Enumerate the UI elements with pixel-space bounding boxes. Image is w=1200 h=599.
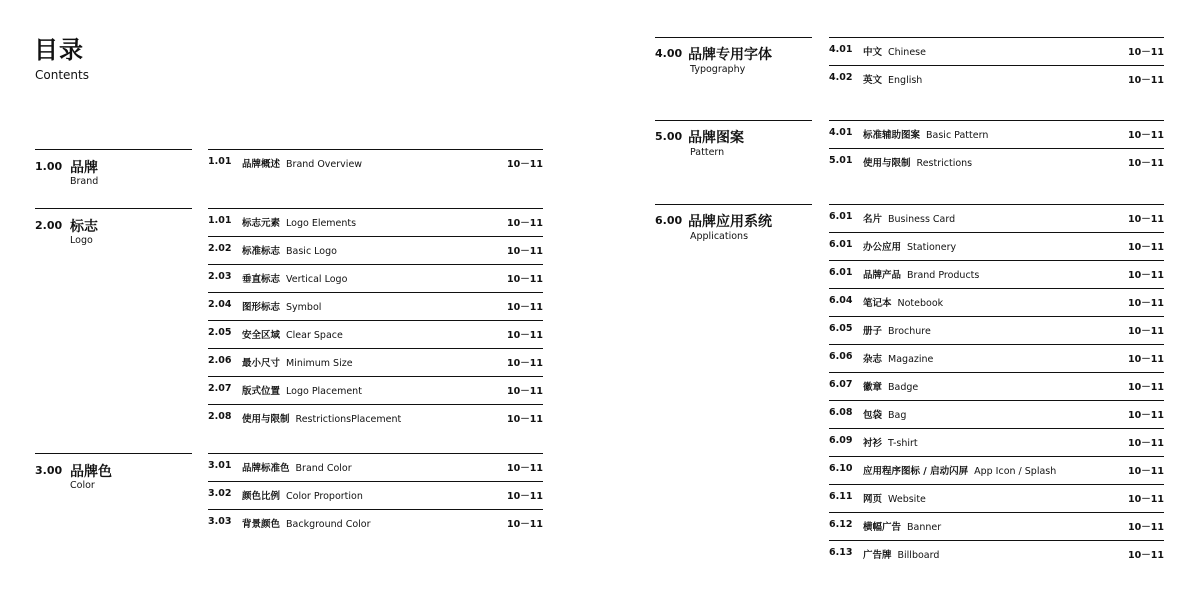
toc-entry (829, 484, 1164, 512)
toc-entry (829, 204, 1164, 232)
entry-label (863, 239, 956, 253)
entry-title-zh: 名片 (863, 214, 883, 225)
entry-title-en: English (888, 75, 923, 86)
section-rule (35, 149, 192, 150)
entry-title-en: Background Color (286, 519, 371, 530)
entry-list (829, 204, 1164, 568)
entry-title-en: App Icon / Splash (974, 466, 1057, 477)
entry-page-range: 10－11 (1128, 242, 1164, 253)
entry-number: 2.07 (208, 383, 232, 394)
toc-entry (829, 288, 1164, 316)
entry-number: 6.09 (829, 435, 853, 446)
entry-number: 6.04 (829, 295, 853, 306)
toc-entry (208, 376, 543, 404)
section-title: 品牌色 (70, 464, 112, 480)
entry-page-range: 10－11 (507, 218, 543, 229)
section-subtitle: Applications (690, 231, 749, 242)
entry-title-zh: 衬衫 (863, 438, 883, 449)
entry-number: 2.03 (208, 271, 232, 282)
entry-title-zh: 办公应用 (863, 242, 902, 253)
toc-entry (208, 149, 543, 177)
entry-title-en: Stationery (907, 242, 957, 253)
entry-label (863, 547, 939, 561)
entry-title-zh: 英文 (863, 75, 883, 86)
entry-label (242, 156, 362, 170)
entry-number: 6.01 (829, 239, 853, 250)
entry-number: 6.11 (829, 491, 853, 502)
toc-entry (829, 400, 1164, 428)
toc-entry (829, 148, 1164, 176)
entry-title-zh: 标志元素 (242, 218, 281, 229)
entry-label (242, 299, 321, 313)
entry-title-en: Brand Color (295, 463, 352, 474)
entry-label (242, 355, 353, 369)
entry-number: 3.01 (208, 460, 232, 471)
entry-title-zh: 笔记本 (863, 298, 892, 309)
toc-entry (829, 540, 1164, 568)
entry-title-zh: 安全区域 (242, 330, 281, 341)
entry-number: 3.03 (208, 516, 232, 527)
entry-page-range: 10－11 (1128, 550, 1164, 561)
entry-title-en: Minimum Size (286, 358, 353, 369)
entry-title-en: Brochure (888, 326, 931, 337)
section-subtitle: Typography (690, 64, 746, 75)
entry-number: 6.07 (829, 379, 853, 390)
toc-entry (829, 428, 1164, 456)
entry-label (863, 323, 931, 337)
entry-label (242, 327, 343, 341)
entry-page-range: 10－11 (1128, 158, 1164, 169)
entry-page-range: 10－11 (507, 491, 543, 502)
toc-entry (829, 37, 1164, 65)
entry-title-zh: 横幅广告 (863, 522, 902, 533)
toc-entry (829, 372, 1164, 400)
entry-title-en: Chinese (888, 47, 926, 58)
entry-page-range: 10－11 (1128, 354, 1164, 365)
toc-entry (829, 456, 1164, 484)
entry-title-zh: 杂志 (863, 354, 883, 365)
entry-title-en: Symbol (286, 302, 322, 313)
entry-page-range: 10－11 (507, 414, 543, 425)
entry-number: 6.13 (829, 547, 853, 558)
page-subtitle: Contents (35, 68, 89, 82)
entry-page-range: 10－11 (1128, 270, 1164, 281)
entry-title-en: Basic Pattern (926, 130, 989, 141)
toc-entry (208, 481, 543, 509)
entry-number: 2.05 (208, 327, 232, 338)
entry-label (242, 516, 371, 530)
entry-title-en: Bag (888, 410, 907, 421)
entry-label (242, 383, 362, 397)
section-number: 3.00 (35, 464, 63, 477)
entry-title-zh: 版式位置 (242, 386, 281, 397)
toc-entry (208, 264, 543, 292)
entry-title-en: Color Proportion (286, 491, 363, 502)
section-title: 品牌 (70, 160, 98, 176)
entry-list (829, 37, 1164, 93)
toc-entry (208, 320, 543, 348)
entry-title-en: Brand Overview (286, 159, 363, 170)
entry-label (863, 379, 918, 393)
entry-page-range: 10－11 (507, 463, 543, 474)
entry-title-zh: 垂直标志 (242, 274, 281, 285)
section-number: 5.00 (655, 130, 683, 143)
entry-label (863, 491, 926, 505)
toc-entry (208, 348, 543, 376)
toc-entry (208, 236, 543, 264)
entry-label (863, 463, 1056, 477)
entry-number: 4.01 (829, 44, 853, 55)
entry-page-range: 10－11 (1128, 75, 1164, 86)
entry-number: 3.02 (208, 488, 232, 499)
entry-list (208, 208, 543, 432)
toc-entry (208, 404, 543, 432)
entry-label (863, 155, 972, 169)
entry-title-zh: 应用程序图标 / 启动闪屏 (863, 466, 969, 477)
entry-number: 6.12 (829, 519, 853, 530)
entry-page-range: 10－11 (1128, 438, 1164, 449)
entry-title-en: Clear Space (286, 330, 343, 341)
toc-entry (829, 260, 1164, 288)
entry-number: 6.01 (829, 267, 853, 278)
toc-entry (208, 208, 543, 236)
entry-page-range: 10－11 (507, 358, 543, 369)
entry-title-zh: 品牌概述 (242, 159, 281, 170)
section-subtitle: Brand (70, 176, 99, 187)
entry-title-en: Logo Elements (286, 218, 357, 229)
entry-page-range: 10－11 (507, 519, 543, 530)
entry-label (242, 243, 337, 257)
section-rule (35, 208, 192, 209)
entry-list (208, 453, 543, 537)
entry-label (242, 460, 352, 474)
entry-title-en: T-shirt (888, 438, 918, 449)
entry-title-zh: 颜色比例 (242, 491, 281, 502)
entry-page-range: 10－11 (507, 274, 543, 285)
toc-entry (208, 453, 543, 481)
entry-title-zh: 品牌产品 (863, 270, 902, 281)
section-subtitle: Pattern (690, 147, 725, 158)
entry-page-range: 10－11 (1128, 494, 1164, 505)
entry-number: 2.02 (208, 243, 232, 254)
entry-number: 6.05 (829, 323, 853, 334)
entry-number: 1.01 (208, 156, 232, 167)
toc-entry (829, 65, 1164, 93)
entry-page-range: 10－11 (507, 302, 543, 313)
entry-page-range: 10－11 (1128, 326, 1164, 337)
entry-label (863, 211, 955, 225)
entry-page-range: 10－11 (507, 330, 543, 341)
entry-label (863, 435, 918, 449)
entry-list (208, 149, 543, 177)
entry-number: 4.02 (829, 72, 853, 83)
entry-title-zh: 标准标志 (242, 246, 281, 257)
entry-label (242, 271, 347, 285)
page-title: 目录 (34, 36, 84, 64)
toc-entry (829, 512, 1164, 540)
entry-label (863, 519, 941, 533)
entry-title-zh: 使用与限制 (242, 414, 290, 425)
entry-label (863, 72, 922, 86)
entry-title-zh: 中文 (863, 47, 883, 58)
entry-title-zh: 图形标志 (242, 302, 281, 313)
section-title: 品牌专用字体 (688, 47, 772, 63)
entry-title-en: Banner (907, 522, 942, 533)
entry-title-en: Notebook (897, 298, 944, 309)
entry-page-range: 10－11 (1128, 47, 1164, 58)
entry-number: 6.06 (829, 351, 853, 362)
entry-number: 4.01 (829, 127, 853, 138)
entry-label (863, 295, 943, 309)
entry-number: 2.06 (208, 355, 232, 366)
entry-label (863, 44, 926, 58)
entry-number: 5.01 (829, 155, 853, 166)
entry-page-range: 10－11 (1128, 382, 1164, 393)
section-title: 标志 (70, 219, 98, 235)
entry-label (242, 215, 356, 229)
entry-page-range: 10－11 (1128, 298, 1164, 309)
entry-title-zh: 最小尺寸 (242, 358, 281, 369)
section-rule (655, 37, 812, 38)
entry-page-range: 10－11 (1128, 214, 1164, 225)
entry-title-en: Vertical Logo (286, 274, 348, 285)
section-rule (655, 204, 812, 205)
entry-title-zh: 徽章 (863, 382, 883, 393)
entry-label (242, 488, 363, 502)
entry-title-zh: 背景颜色 (242, 519, 281, 530)
entry-label (863, 351, 933, 365)
entry-title-zh: 使用与限制 (863, 158, 911, 169)
entry-page-range: 10－11 (507, 159, 543, 170)
section-number: 1.00 (35, 160, 63, 173)
entry-page-range: 10－11 (1128, 410, 1164, 421)
toc-entry (829, 316, 1164, 344)
section-number: 2.00 (35, 219, 63, 232)
entry-title-en: Logo Placement (286, 386, 362, 397)
entry-title-en: Brand Products (907, 270, 980, 281)
toc-entry (829, 120, 1164, 148)
entry-title-zh: 网页 (863, 494, 883, 505)
entry-title-en: Website (888, 494, 926, 505)
entry-page-range: 10－11 (1128, 522, 1164, 533)
entry-page-range: 10－11 (507, 246, 543, 257)
entry-title-en: Basic Logo (286, 246, 337, 257)
section-number: 6.00 (655, 214, 683, 227)
entry-label (863, 407, 906, 421)
section-title: 品牌应用系统 (688, 214, 772, 230)
entry-title-zh: 包袋 (863, 410, 883, 421)
toc-entry (829, 344, 1164, 372)
entry-title-zh: 广告牌 (863, 550, 892, 561)
toc-entry (208, 292, 543, 320)
section-rule (35, 453, 192, 454)
section-rule (655, 120, 812, 121)
section-subtitle: Color (70, 480, 95, 491)
entry-title-en: Magazine (888, 354, 934, 365)
section-subtitle: Logo (70, 235, 93, 246)
entry-title-en: Restrictions (916, 158, 973, 169)
entry-title-zh: 册子 (863, 326, 883, 337)
entry-list (829, 120, 1164, 176)
entry-number: 1.01 (208, 215, 232, 226)
section-number: 4.00 (655, 47, 683, 60)
entry-title-en: Business Card (888, 214, 956, 225)
entry-page-range: 10－11 (1128, 466, 1164, 477)
entry-title-en: RestrictionsPlacement (295, 414, 402, 425)
entry-label (863, 267, 979, 281)
toc-entry (208, 509, 543, 537)
entry-number: 6.01 (829, 211, 853, 222)
entry-label (242, 411, 401, 425)
entry-label (863, 127, 988, 141)
entry-number: 6.08 (829, 407, 853, 418)
entry-number: 2.04 (208, 299, 232, 310)
toc-entry (829, 232, 1164, 260)
entry-number: 6.10 (829, 463, 853, 474)
entry-title-en: Billboard (897, 550, 940, 561)
section-title: 品牌图案 (688, 130, 744, 146)
entry-number: 2.08 (208, 411, 232, 422)
entry-title-zh: 品牌标准色 (242, 463, 290, 474)
entry-title-en: Badge (888, 382, 919, 393)
entry-title-zh: 标准辅助图案 (863, 130, 921, 141)
entry-page-range: 10－11 (507, 386, 543, 397)
entry-page-range: 10－11 (1128, 130, 1164, 141)
